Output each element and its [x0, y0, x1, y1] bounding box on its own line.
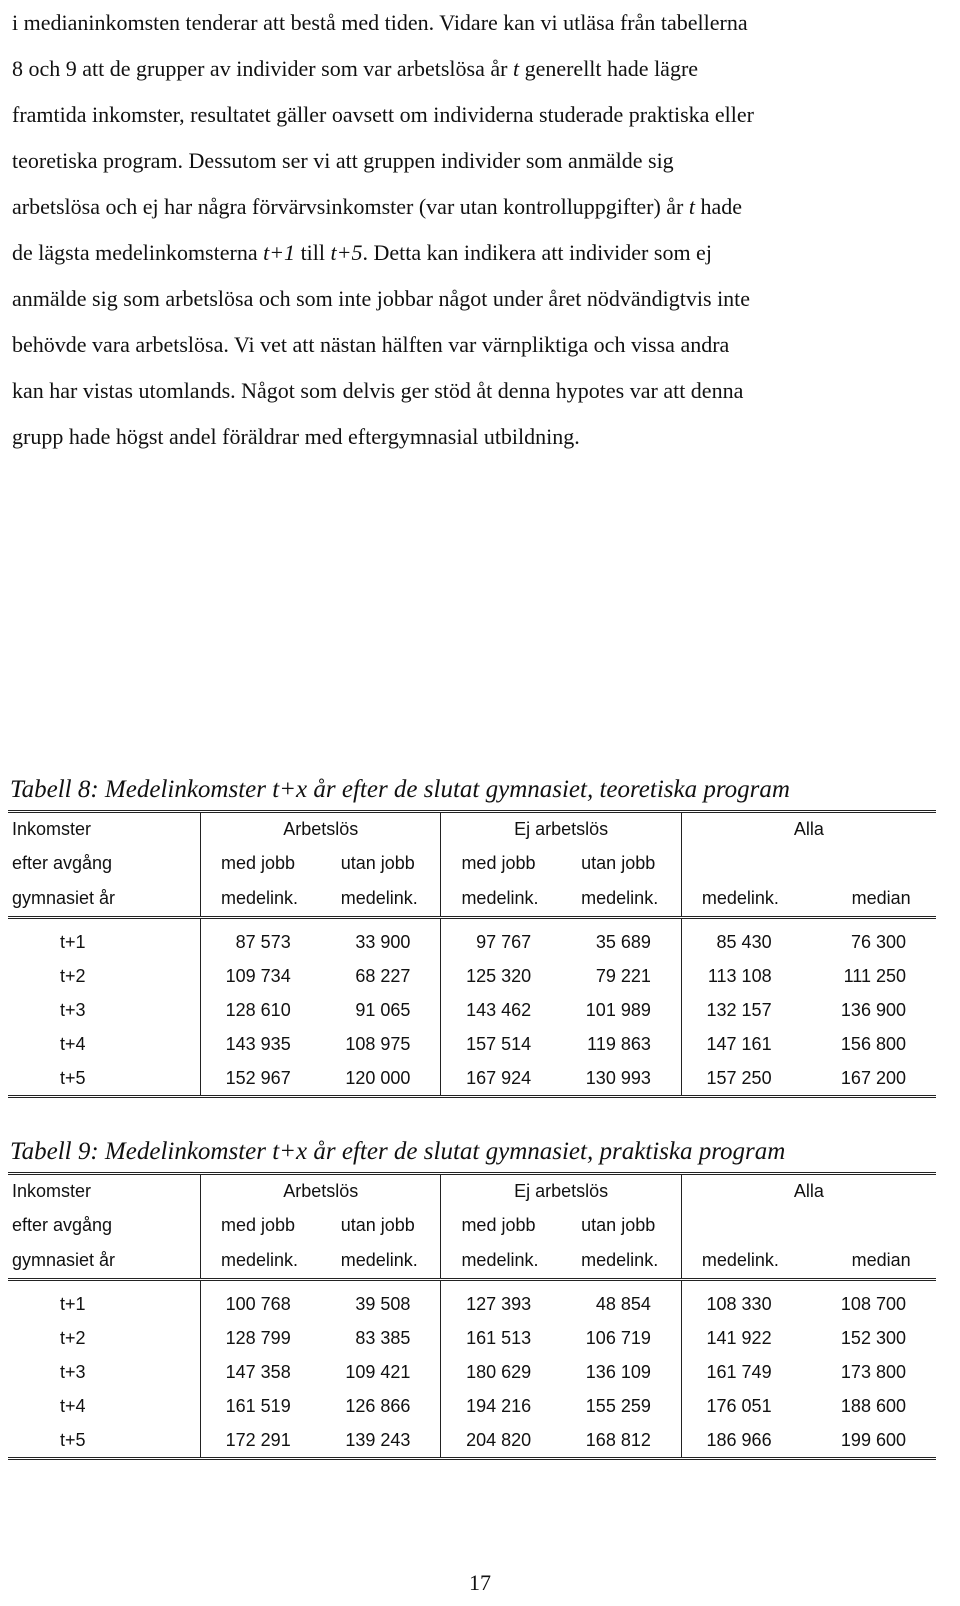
paragraph-line: grupp hade högst andel föräldrar med eftergymnasial utbildning.: [12, 424, 580, 449]
paragraph-line: behövde vara arbetslösa. Vi vet att nästan hälften var värnpliktiga och vissa andra: [12, 332, 730, 357]
paragraph-line: framtida inkomster, resultatet gäller oavsett om individerna studerade praktiska eller: [12, 102, 754, 127]
table-cell: 97 767: [441, 925, 561, 959]
table-cell: 128 799: [225, 1327, 291, 1348]
paragraph-line: teoretiska program. Dessutom ser vi att gruppen individer som anmälde sig: [12, 148, 674, 173]
table-cell: 127 393: [441, 1287, 561, 1321]
header-utan-jobb: utan jobb: [581, 852, 656, 873]
table-cell: 35 689: [595, 931, 651, 952]
table-cell: 76 300: [850, 931, 906, 952]
row-label: t+3: [8, 1355, 201, 1389]
table-cell: 147 161: [681, 1027, 801, 1061]
header-median: median: [802, 1242, 936, 1280]
table-header-row: [8, 813, 936, 847]
table-row: [8, 1355, 936, 1389]
table-cell: 87 573: [235, 931, 291, 952]
header-group-alla: Alla: [681, 813, 936, 847]
table-cell: 113 108: [681, 959, 801, 993]
table8-body: [8, 813, 936, 1097]
table8-caption-rule: [8, 810, 936, 811]
header-medelink: medelink.: [441, 1242, 561, 1280]
table-header-row: [8, 1242, 936, 1280]
table-cell: 128 610: [225, 999, 291, 1020]
body-paragraph: [12, 0, 942, 460]
table-row: [8, 1287, 936, 1321]
table-cell: 108 330: [681, 1287, 801, 1321]
table-row: [8, 925, 936, 959]
table-row: [8, 1321, 936, 1355]
table8: [8, 812, 936, 1098]
row-label: t+2: [8, 1321, 201, 1355]
table-header-row: [8, 1175, 936, 1209]
table-cell: 167 924: [441, 1061, 561, 1097]
header-medelink: medelink.: [321, 880, 441, 918]
paragraph-line: de lägsta medelinkomsterna t+1 till t+5. Detta kan indikera att individer som ej: [12, 240, 712, 265]
table-row: [8, 993, 936, 1027]
paragraph-line: i medianinkomsten tenderar att bestå med tiden. Vidare kan vi utläsa från tabellerna: [12, 10, 748, 35]
header-utan-jobb: utan jobb: [340, 1214, 415, 1235]
table-cell: 109 421: [345, 1361, 411, 1382]
row-label: t+2: [8, 959, 201, 993]
table-row: [8, 959, 936, 993]
row-label: t+3: [8, 993, 201, 1027]
header-empty: [802, 1208, 936, 1242]
header-empty: [802, 846, 936, 880]
table-cell: 188 600: [840, 1395, 906, 1416]
table9-body: [8, 1175, 936, 1459]
header-medelink: medelink.: [441, 880, 561, 918]
table-cell: 119 863: [587, 1033, 651, 1054]
header-med-jobb: med jobb: [441, 1208, 561, 1242]
header-empty: [681, 846, 801, 880]
paragraph-line: anmälde sig som arbetslösa och som inte jobbar något under året nödvändigtvis inte: [12, 286, 751, 311]
table-header-row: [8, 1208, 936, 1242]
table9-caption: Tabell 9: Medelinkomster t+x år efter de slutat gymnasiet, praktiska program: [10, 1138, 786, 1165]
table-cell: 120 000: [321, 1061, 441, 1097]
table-cell: 194 216: [441, 1389, 561, 1423]
header-utan-jobb: utan jobb: [340, 852, 415, 873]
header-group-ej-arbetslos: Ej arbetslös: [441, 813, 681, 847]
header-medelink: medelink.: [201, 1242, 321, 1280]
header-group-ej-arbetslos: Ej arbetslös: [441, 1175, 681, 1209]
paragraph-line: kan har vistas utomlands. Något som delvis ger stöd åt denna hypotes var att denna: [12, 378, 744, 403]
header-label: gymnasiet år: [8, 880, 201, 918]
table-cell: 83 385: [355, 1327, 411, 1348]
row-label: t+5: [8, 1061, 201, 1097]
table-cell: 139 243: [321, 1423, 441, 1459]
table-cell: 141 922: [681, 1321, 801, 1355]
header-group-alla: Alla: [681, 1175, 936, 1209]
table-cell: 101 989: [585, 999, 651, 1020]
table-cell: 91 065: [355, 999, 411, 1020]
table-cell: 161 749: [681, 1355, 801, 1389]
table-cell: 100 768: [225, 1293, 291, 1314]
header-medelink: medelink.: [681, 880, 801, 918]
header-group-arbetslos: Arbetslös: [201, 813, 441, 847]
header-empty: [681, 1208, 801, 1242]
table-header-row: [8, 846, 936, 880]
table-cell: 39 508: [355, 1293, 411, 1314]
table9: [8, 1174, 936, 1460]
table-cell: 156 800: [840, 1033, 906, 1054]
table-cell: 152 967: [201, 1061, 321, 1097]
header-group-arbetslos: Arbetslös: [201, 1175, 441, 1209]
table-cell: 130 993: [561, 1061, 681, 1097]
header-label: efter avgång: [8, 846, 201, 880]
header-label: gymnasiet år: [8, 1242, 201, 1280]
page-number: 17: [469, 1570, 491, 1595]
table-cell: 173 800: [840, 1361, 906, 1382]
table-row: [8, 1061, 936, 1097]
table-cell: 180 629: [441, 1355, 561, 1389]
table-cell: 186 966: [681, 1423, 801, 1459]
row-label: t+1: [8, 1287, 201, 1321]
row-label: t+4: [8, 1027, 201, 1061]
header-medelink: medelink.: [561, 880, 681, 918]
table-cell: 168 812: [561, 1423, 681, 1459]
header-label: efter avgång: [8, 1208, 201, 1242]
table-row: [8, 1423, 936, 1459]
table-cell: 108 975: [345, 1033, 411, 1054]
header-utan-jobb: utan jobb: [581, 1214, 656, 1235]
table-cell: 157 250: [681, 1061, 801, 1097]
row-label: t+1: [8, 925, 201, 959]
table-cell: 48 854: [595, 1293, 651, 1314]
header-label: Inkomster: [8, 1175, 201, 1209]
header-med-jobb: med jobb: [221, 1214, 296, 1235]
spacer-row: [8, 1280, 936, 1288]
table-cell: 109 734: [225, 965, 291, 986]
header-medelink: medelink.: [561, 1242, 681, 1280]
header-med-jobb: med jobb: [221, 852, 296, 873]
header-label: Inkomster: [8, 813, 201, 847]
header-med-jobb: med jobb: [441, 846, 561, 880]
table9-caption-rule: [8, 1172, 936, 1173]
table-cell: 126 866: [345, 1395, 411, 1416]
table-cell: 172 291: [201, 1423, 321, 1459]
table-cell: 167 200: [802, 1061, 936, 1097]
table-row: [8, 1027, 936, 1061]
table-cell: 161 513: [441, 1321, 561, 1355]
table-cell: 108 700: [840, 1293, 906, 1314]
table-cell: 68 227: [355, 965, 411, 986]
table-cell: 176 051: [681, 1389, 801, 1423]
header-medelink: medelink.: [201, 880, 321, 918]
table-cell: 155 259: [585, 1395, 651, 1416]
table-cell: 199 600: [802, 1423, 936, 1459]
table-cell: 143 462: [441, 993, 561, 1027]
table-cell: 161 519: [225, 1395, 291, 1416]
table-cell: 33 900: [355, 931, 411, 952]
row-label: t+4: [8, 1389, 201, 1423]
row-label: t+5: [8, 1423, 201, 1459]
table-cell: 152 300: [840, 1327, 906, 1348]
table-cell: 111 250: [843, 965, 906, 986]
table8-caption: Tabell 8: Medelinkomster t+x år efter de slutat gymnasiet, teoretiska program: [10, 776, 790, 803]
table-cell: 157 514: [441, 1027, 561, 1061]
table-cell: 136 900: [840, 999, 906, 1020]
table-cell: 136 109: [585, 1361, 651, 1382]
table-header-row: [8, 880, 936, 918]
table-cell: 143 935: [225, 1033, 291, 1054]
table-cell: 147 358: [225, 1361, 291, 1382]
table-cell: 132 157: [681, 993, 801, 1027]
header-medelink: medelink.: [681, 1242, 801, 1280]
table-cell: 125 320: [441, 959, 561, 993]
table-row: [8, 1389, 936, 1423]
spacer-row: [8, 918, 936, 926]
paragraph-line: 8 och 9 att de grupper av individer som var arbetslösa år t generellt hade lägre: [12, 56, 699, 81]
paragraph-line: arbetslösa och ej har några förvärvsinkomster (var utan kontrolluppgifter) år t hade: [12, 194, 743, 219]
table-cell: 204 820: [441, 1423, 561, 1459]
header-median: median: [802, 880, 936, 918]
table-cell: 85 430: [681, 925, 801, 959]
header-medelink: medelink.: [321, 1242, 441, 1280]
table-cell: 79 221: [595, 965, 651, 986]
table-cell: 106 719: [585, 1327, 651, 1348]
